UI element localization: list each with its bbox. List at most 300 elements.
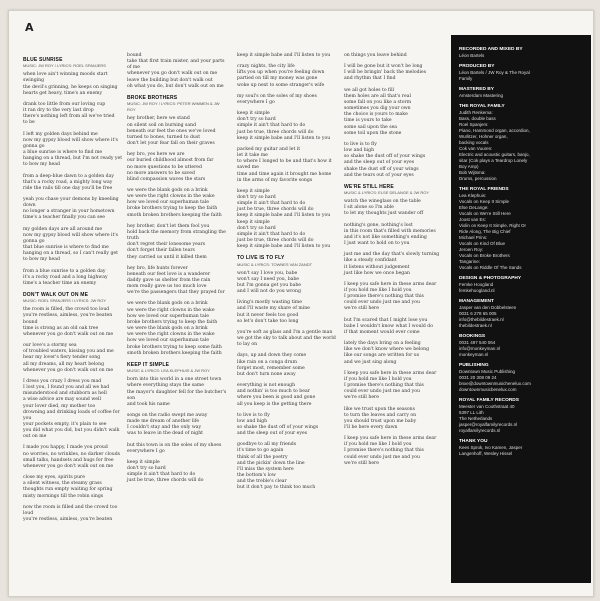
lyric-line: don't try so hard: [237, 194, 276, 200]
credit-line: Judith Renkema:: [459, 110, 493, 115]
lyric-stanza: [344, 64, 444, 82]
lyric-line: gonna go: [23, 143, 45, 149]
lyric-line: let it take me: [237, 153, 268, 159]
lyric-line: don't try so hard: [237, 117, 276, 123]
lyric-line: and I'll waste my share of mine: [237, 306, 310, 312]
lyric-line: watch the wineglass on the table: [344, 199, 421, 205]
lyric-line: just be true, three chords will do: [237, 238, 314, 244]
lyric-line: drowning and drinking loads of coffee for: [23, 409, 120, 415]
lyric-line: yeah you chase your demons by kneeling: [23, 196, 119, 202]
credit-line: Electric and acoustic guitars, banjo,: [459, 152, 530, 157]
credit-line: downtownmusicbenelux.com: [459, 387, 517, 392]
lyric-line: and it's not like something's ending: [344, 234, 427, 240]
lyrics-column-3: [237, 53, 337, 497]
lyric-line: living's mostly wasting time: [237, 300, 302, 306]
lyric-line: I'll miss the system here: [237, 466, 294, 472]
credit-heading: MANAGEMENT: [459, 299, 494, 304]
lyric-line: simple it ain't that hard to do: [237, 231, 306, 237]
lyric-line: lifts you up when you're feeling down: [237, 70, 325, 76]
lyric-line: my golden days are all around me: [23, 226, 103, 232]
lyric-line: of troubled waters, kissing you and me: [23, 349, 114, 355]
lyric-stanza: [23, 307, 121, 338]
lyric-line: it listens without judgement: [344, 264, 410, 270]
lyric-stanza: [344, 282, 444, 313]
lyric-stanza: [237, 353, 337, 378]
credit-line: Léon Bartels / JW Roy & The Royal: [459, 70, 530, 75]
lyric-stanza: [344, 436, 444, 467]
credit-heading: THANK YOU: [459, 439, 488, 444]
lyric-line: nothing's gone, nothing's lost: [344, 222, 413, 228]
lyric-stanza: [237, 147, 337, 184]
credit-line: Wurlitzer, Hohner organ,: [459, 134, 508, 139]
side-label: A: [25, 21, 34, 34]
lyric-stanza: [237, 111, 337, 142]
lyric-stanza: [344, 318, 444, 336]
lyric-line: just be true, three chords will do: [237, 207, 314, 213]
credit-heading: RECORDED AND MIXED BY: [459, 47, 523, 52]
lyric-line: oh what you do, but don't walk out on me: [127, 83, 224, 89]
credit-line: Vocals on Riddle Of The Sands: [459, 265, 522, 270]
lyric-line: down: [23, 203, 36, 209]
lyric-line: you should trust upon me baby: [344, 418, 417, 424]
lyric-line: to where I longed to be and that's how it: [237, 159, 332, 165]
lyric-line: take that first train mister, and your parts: [127, 59, 225, 65]
lyric-stanza: [23, 197, 121, 222]
credit-line: monkeyman.nl: [459, 352, 489, 357]
lyric-line: time is yours to take: [344, 118, 392, 124]
credit-heading: THE ROYAL FRIENDS: [459, 187, 509, 192]
credit-line: Langenhoff, Wesley Hissel: [459, 451, 513, 456]
lyric-line: hey brother, don't let them fool you: [127, 223, 210, 229]
lyric-line: keep it simple: [127, 459, 160, 465]
lyric-line: shake the dust off of your wings: [344, 166, 419, 172]
song-credit: MUSIC: ROEL SPANJERS / LYRICS: JW ROY: [23, 298, 107, 304]
lyric-line: partied on till my money was gone: [237, 76, 318, 82]
lyric-line: songs on the radio swept me away: [127, 412, 208, 418]
lyric-line: low and high: [344, 148, 375, 154]
lyric-line: don't try so hard: [237, 225, 276, 231]
lyric-line: but I'm gonna get you babe: [237, 283, 302, 288]
lyric-line: some sail upon the sea: [344, 124, 398, 130]
lyric-line: keep it simple: [237, 188, 270, 194]
credit-line: Kees Sprok, Ivo Kamen, Jasper: [459, 445, 523, 450]
lyric-line: and I will not do you wrong: [237, 289, 301, 295]
lyric-line: just be true, three chords will do: [127, 478, 204, 484]
lyric-stanza: [344, 223, 444, 248]
song-credit: MUSIC & LYRICS: TOWNES VAN ZANDT: [237, 261, 313, 267]
lyric-line: the choice is yours to make: [344, 112, 408, 118]
lyric-stanza: [237, 383, 337, 408]
lyric-stanza: [23, 379, 121, 441]
lyric-stanza: [344, 142, 444, 179]
lyric-line: in this room that's filled with memories: [344, 228, 436, 234]
lyric-line: hanging on a thread, so I can't really get: [23, 251, 118, 257]
lyric-line: no worries, no wrinkles, no darker clouds: [23, 451, 121, 457]
lyric-line: I left my golden days behind me: [23, 131, 98, 137]
lyric-line: it's time to go again: [237, 448, 284, 454]
credit-line: Michael Prins:: [459, 235, 488, 240]
lyric-line: just me and the day that's slowly turning: [344, 252, 440, 258]
credit-line: Léon Bartels: [459, 53, 485, 58]
lyric-line: the mayor's daughter fell for the butcher's: [127, 389, 227, 395]
lyric-line: how we loved our superhuman tale: [127, 338, 209, 344]
credit-line: royalfamilyrecords.nl: [459, 428, 501, 433]
credit-line: Jasper van den Dobbelsteen: [459, 305, 517, 310]
lyric-line: could ever undo just me and you: [344, 300, 420, 306]
lyric-line: broke brothers trying to keep the faith: [127, 206, 218, 212]
lyric-line: thoughts run empty waiting for spring: [23, 487, 113, 493]
credit-line: Roel Spanjers:: [459, 122, 489, 127]
credit-line: 0031 497 540 064: [459, 340, 496, 345]
song-credit: MUSIC & LYRICS: LEA KLEPHUIS & JW ROY: [127, 368, 210, 374]
lyric-line: time and time again it brought me home: [237, 171, 332, 177]
lyric-line: we got the sky to talk about and the world: [237, 336, 336, 342]
credit-line: Drums, percussion: [459, 176, 497, 181]
credits-panel: [451, 35, 591, 583]
lyrics-column-2: [127, 53, 227, 490]
credit-line: info@monkeyman.nl: [459, 346, 501, 351]
lyric-line: don't regret their lonesome years: [127, 242, 206, 248]
lyric-line: leave the building but don't walk out: [127, 77, 213, 83]
lyric-line: how we loved our superhuman tale: [127, 200, 209, 206]
lyric-line: so let's don't take too long: [237, 318, 299, 324]
credit-line: info@thebildestraek.nl: [459, 317, 504, 322]
lyric-line: smoth broken brothers keeping the faith: [127, 350, 222, 356]
lyric-line: we're the passengers that they prayed for: [127, 290, 225, 296]
lyric-line: could ever undo just me and you: [344, 454, 420, 460]
lyric-line: blind compassion waves the stars: [127, 176, 206, 182]
lyric-stanza: [237, 413, 337, 438]
lyric-line: no longer a stranger in your hometown: [23, 209, 115, 215]
lyric-line: and the pickin' down the line: [237, 460, 305, 466]
lyric-line: so shake the dust off of your wings: [344, 154, 426, 160]
lyric-stanza: [23, 269, 121, 287]
lyric-line: like we trust upon the seasons: [344, 406, 415, 412]
lyric-line: we were the blank gods on a brink: [127, 326, 208, 332]
lyric-line: won't say I need you, babe: [237, 276, 300, 282]
lyric-line: you're restless, aimless, you're beaten: [23, 313, 113, 319]
lyric-stanza: [237, 189, 337, 251]
lyric-line: you: [23, 415, 32, 421]
credit-heading: ROYAL FAMILY RECORDS: [459, 398, 519, 403]
lyric-line: but it never feels too good: [237, 312, 299, 318]
lyric-line: beneath our feet love is a wanderer: [127, 271, 211, 277]
lyric-stanza: [237, 442, 337, 491]
song-title: BROKE BROTHERS: [127, 94, 178, 101]
lyric-line: hanging on a thread, but I'm not ready yet: [23, 156, 123, 162]
lyric-line: to live is to fly: [344, 141, 377, 147]
credit-line: Lea Klephuis:: [459, 193, 487, 198]
lyric-line: we all got holes to fill: [344, 87, 395, 93]
lyric-stanza: [127, 116, 227, 147]
lyric-stanza: [237, 53, 337, 59]
lyric-line: broke brothers trying to keep some faith: [127, 344, 222, 350]
lyric-line: I just want to hold on to you: [344, 241, 410, 247]
lyric-line: so shake the dust off of your wings: [237, 424, 319, 430]
lyric-line: hearts get heavy, time's an enemy: [23, 90, 103, 96]
lyric-line: beneath our feet the ones we've loved: [127, 128, 216, 134]
lyric-line: and the tears out of your eyes: [344, 172, 414, 178]
lyric-line: don't let your fear fall on their graves: [127, 141, 215, 147]
lyric-line: time's a teacher finally you can see: [23, 215, 105, 221]
credit-line: Boy Amp): [459, 164, 479, 169]
lyric-line: them holes are all that's real: [344, 93, 411, 99]
credit-line: Else DeLange:: [459, 205, 489, 210]
lyric-line: truth: [127, 236, 139, 242]
lyric-stanza: [127, 377, 227, 408]
lyric-line: we were the right clowns in the wake: [127, 194, 215, 200]
lyric-line: close my eyes, spirits pure: [23, 475, 85, 481]
lyric-line: just like how we once began: [344, 270, 410, 276]
lyric-line: all my dreams, all my heart belong: [23, 361, 105, 367]
lyric-line: from a blue sunrise to a golden day: [23, 268, 106, 274]
lyric-stanza: [237, 300, 337, 325]
lyric-line: you're soft as glass and I'm a gentle man: [237, 329, 333, 335]
lyric-line: simple it ain't that hard to do: [237, 123, 306, 129]
lyric-stanza: [237, 64, 337, 89]
lyric-stanza: [127, 224, 227, 261]
lyric-line: misunderstood and stubborn as hell: [23, 391, 107, 397]
credit-heading: DESIGN & PHOTOGRAPHY: [459, 276, 522, 281]
lyric-line: won't say I love you, babe: [237, 270, 298, 276]
lyric-line: from a deep-blue dawn to a golden day: [23, 173, 114, 179]
lyric-line: your lover died, my mother too: [23, 403, 96, 409]
lyric-stanza: [127, 152, 227, 183]
song-credit: MUSIC: JW ROY / LYRICS: PETER WIMMEN & JW ROY: [127, 101, 220, 113]
lyric-line: all you keep is the getting there: [237, 401, 312, 407]
lyric-line: our buried childhood almost from far: [127, 158, 214, 164]
lyric-line: if that moment would ever come: [344, 329, 420, 335]
lyric-line: and nothin' is too much to bear: [237, 389, 310, 395]
lyric-line: time is strong as an old oak tree: [23, 325, 99, 331]
lyric-line: we're still here: [344, 306, 379, 312]
lyric-line: babe I wouldn't know what I would do: [344, 323, 434, 329]
lyric-line: I'll be here every dawn: [344, 424, 398, 430]
credit-line: Femke Hoogland: [459, 282, 494, 287]
lyric-stanza: [23, 102, 121, 127]
lyric-line: now my gypsy blood will show where it's: [23, 232, 118, 238]
lyric-line: woke up next to some stranger's wife: [237, 82, 325, 88]
credit-line: Amsterdam Mastering: [459, 93, 504, 98]
lyric-stanza: [237, 94, 337, 106]
credit-line: 0031 20 308 09 24: [459, 375, 497, 380]
lyric-line: to turn the leaves and carry on: [344, 412, 417, 418]
lyric-line: drank too little from our loving cup: [23, 101, 106, 107]
lyric-line: I keep you safe here in these arms dear: [344, 370, 437, 376]
lyrics-column-1: [23, 53, 121, 528]
lyric-line: hold back the memory from strangling the: [127, 229, 226, 235]
credit-line: Vocals on Keep It Simple: [459, 199, 510, 204]
lyric-line: and took his name: [127, 401, 170, 407]
lyric-line: some toil upon the stone: [344, 130, 402, 136]
lyric-stanza: [23, 72, 121, 97]
lyric-line: it ran dry to the very last drop: [23, 108, 94, 114]
lyric-line: your pockets empty, it's plain to see: [23, 421, 107, 427]
lyric-line: lately the days bring on a feeling: [344, 341, 421, 347]
lyric-line: a silent witness, the steamy grass: [23, 481, 102, 487]
lyric-line: my soul's on the soles of my shoes: [237, 93, 317, 99]
lyric-stanza: [127, 460, 227, 485]
credit-line: Family: [459, 76, 473, 81]
lyric-line: but I'm scared that I might lose you: [344, 317, 428, 323]
credit-line: jasper@royalfamilyrecords.nl: [459, 422, 518, 427]
credit-line: thebildestraek.nl: [459, 323, 492, 328]
lyric-line: we're still here: [344, 460, 379, 466]
lyric-line: son: [127, 395, 136, 401]
lyric-line: everywhere I go: [127, 448, 165, 454]
credit-line: Bass, double bass: [459, 116, 496, 121]
lyric-line: I lost you, I found you and all we had: [23, 385, 110, 391]
lyric-line: whenever you go don't walk out on me: [23, 463, 114, 469]
credit-heading: THE ROYAL FAMILY: [459, 104, 505, 109]
lyric-line: packed my guitar and let it: [237, 146, 301, 152]
lyric-line: the room is filled, the crowd too loud: [23, 307, 110, 313]
lyric-line: that's a rocky road, a mighty long way: [23, 179, 113, 185]
lyric-line: bound: [127, 53, 142, 58]
credit-heading: PUBLISHING: [459, 363, 489, 368]
lyric-stanza: [344, 341, 444, 366]
lyric-line: crazy nights, the city life: [237, 64, 295, 70]
liner-notes-sheet: [8, 10, 594, 597]
lyric-line: to lay on: [237, 342, 258, 348]
lyric-line: simple it ain't that hard to do: [237, 201, 306, 207]
lyric-stanza: [23, 445, 121, 470]
lyric-line: don't forget their fallen tears: [127, 248, 195, 254]
credit-line: backing vocals: [459, 140, 489, 145]
credit-line: Joost van Es:: [459, 217, 487, 222]
song-title: KEEP IT SIMPLE: [127, 361, 170, 368]
lyric-line: there's nothing left from all we've tried: [23, 114, 115, 120]
lyric-line: I couldn't stay and the only way: [127, 425, 202, 431]
credit-line: Cok van Vuuren:: [459, 146, 493, 151]
lyric-line: out on me: [23, 434, 47, 440]
lyric-line: I made you happy, I made you proud: [23, 445, 108, 451]
credit-heading: MASTERED BY: [459, 87, 494, 92]
lyric-line: to let my thoughts just wander off: [344, 211, 424, 217]
lyric-line: but don't turn none away: [237, 371, 296, 377]
lyric-line: keep it simple babe and I'll listen to you: [237, 135, 331, 141]
credit-line: Vocals on We're Still Here: [459, 211, 511, 216]
lyric-line: hey bro, yes here we are: [127, 152, 185, 158]
lyric-line: and we just sing along: [344, 359, 397, 365]
lyric-line: whenever you go don't walk out on me: [127, 71, 218, 77]
credit-heading: BOOKINGS: [459, 334, 486, 339]
lyric-line: everything is not enough: [237, 383, 296, 389]
lyric-line: but it don't pay to think too much: [237, 485, 316, 491]
lyric-line: I keep you safe here in these arms dear: [344, 281, 437, 287]
lyric-line: time's a teacher time an enemy: [23, 280, 97, 286]
lyric-line: keep it simple babe and I'll listen to you: [237, 213, 331, 219]
lyric-line: now the room is filled and the crowd too: [23, 504, 118, 510]
lyric-line: broke brothers trying to keep the faith: [127, 319, 218, 325]
lyric-stanza: [127, 413, 227, 438]
song-credit: MUSIC: JW ROY / LYRICS: ROEL SPANJERS: [23, 63, 106, 69]
song-title: TO LIVE IS TO FLY: [237, 255, 285, 262]
lyric-line: smoth broken brothers keeping the faith: [127, 212, 222, 218]
lyric-line: keep it simple babe and I'll listen to you: [237, 244, 331, 250]
lyric-line: to be: [23, 120, 35, 126]
lyric-line: misty mornings till the robin sings: [23, 493, 104, 499]
lyric-line: how we loved our superhuman tale: [127, 313, 209, 319]
lyric-stanza: [23, 475, 121, 500]
credit-line: Vocals on Kind Of Blue: [459, 241, 506, 246]
lyric-line: turned to bones, turned to dust: [127, 134, 201, 140]
lyric-stanza: [344, 407, 444, 432]
lyric-line: hey bro, life hunts forever: [127, 265, 188, 271]
credit-line: 0031 6 278 65 005: [459, 311, 497, 316]
lyric-line: like we don't know where we belong: [344, 347, 430, 353]
lyric-line: of me: [127, 65, 141, 71]
lyric-line: on silent soil on burning sand: [127, 122, 197, 128]
lyric-line: everywhere I go: [237, 99, 275, 105]
lyric-line: and the sleep out of your eyes: [237, 431, 308, 437]
lyric-line: just be true, three chords will do: [237, 129, 314, 135]
lyric-stanza: [344, 53, 444, 59]
lyric-line: was to leave in the dead of night: [127, 431, 204, 437]
lyric-line: we were the blank gods on a brink: [127, 187, 208, 193]
lyric-stanza: [237, 330, 337, 348]
lyric-line: whenever you go don't walk out on me: [23, 331, 114, 337]
lyric-line: made me dream of another life: [127, 419, 200, 425]
lyric-line: I sit alone so I'm able: [344, 205, 394, 211]
lyric-stanza: [23, 505, 121, 523]
lyric-line: we were the right clowns in the wake: [127, 307, 215, 313]
lyric-stanza: [237, 271, 337, 296]
lyric-stanza: [23, 174, 121, 192]
lyric-line: the devil's grinning, he keeps on singing: [23, 84, 118, 90]
lyric-line: loud: [23, 510, 34, 516]
lyric-line: mom really gave us too much love: [127, 284, 207, 290]
lyric-line: and the treble's clear: [237, 479, 287, 485]
lyric-line: sometimes you dig your own: [344, 106, 411, 112]
lyric-line: like our songs are written for us: [344, 353, 420, 359]
lyric-line: I will be gone but it won't be long: [344, 64, 423, 70]
lyric-stanza: [127, 301, 227, 356]
lyric-line: if you hold me like I hold you: [344, 288, 412, 293]
lyric-line: keep it simple: [237, 111, 270, 117]
credit-line: sitar (Cok plays a Teardrop Lonely: [459, 158, 528, 163]
lyric-line: could ever undo just me and you: [344, 389, 420, 395]
lyric-line: to live is to fly: [237, 412, 270, 418]
lyrics-column-4: [344, 53, 444, 472]
lyric-line: a blue sunrise is where to find me: [23, 150, 103, 156]
lyric-line: I promise there's nothing that this: [344, 448, 424, 454]
lyric-line: ride the rails till one day you'll be free: [23, 185, 113, 191]
lyric-line: if you hold me like I hold you: [344, 376, 412, 382]
lyric-line: we were the blank gods on a brink: [127, 301, 208, 307]
lyric-stanza: [344, 88, 444, 137]
credit-line: Violin on Keep It Simple, Right Or: [459, 223, 526, 228]
lyric-line: but this town is on the soles of my shoes: [127, 442, 222, 448]
lyric-line: to bow my head: [23, 257, 60, 263]
credit-line: Tangarine:: [459, 259, 481, 264]
lyric-line: now my gypsy blood will show where it's: [23, 137, 118, 143]
lyric-line: you did what you did, but you didn't walk: [23, 428, 120, 434]
lyric-line: swinging: [23, 78, 45, 84]
lyric-line: we were the right clowns in the wake: [127, 332, 215, 338]
lyric-line: no more questions to be uttered: [127, 164, 202, 170]
lyric-line: where you been is good and gone: [237, 395, 316, 401]
lyric-line: where everything stays the same: [127, 383, 204, 389]
lyric-line: gonna go: [23, 238, 45, 244]
lyric-line: daddy gave us shelter from the rain: [127, 278, 211, 283]
song-title: DON'T WALK OUT ON ME: [23, 292, 89, 298]
lyric-line: on things you leave behind: [344, 53, 407, 58]
lyric-stanza: [344, 371, 444, 402]
lyric-line: the bottom's low: [237, 473, 276, 479]
lyric-line: hear my lover's fiery tender song: [23, 355, 101, 361]
credit-line: 5397 LL Lith: [459, 410, 484, 415]
